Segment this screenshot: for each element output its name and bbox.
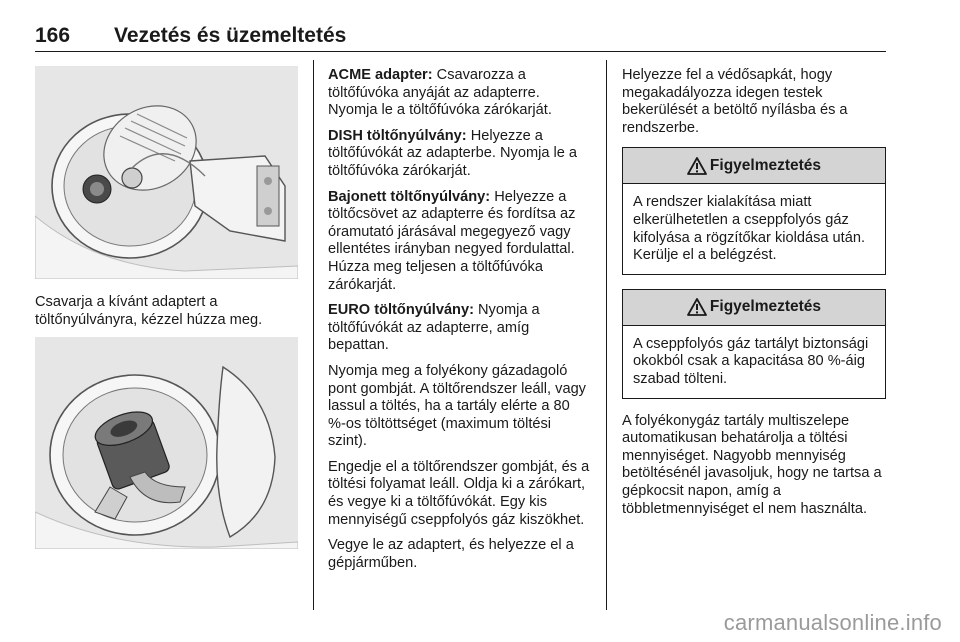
warning-triangle-icon [687,298,707,316]
paragraph-euro [328,302,590,355]
dish-label: DISH töltőnyúlvány: [328,127,467,144]
column-divider-right [606,60,607,610]
warning-title-2: Figyelmeztetés [709,298,822,316]
paragraph-release-button: Engedje el a töltőrendszer gombját, és a töltési folyamat leáll. Oldja ki a zárókart, és vegye ki a töltőfúvókát. Egy kis mennyiségű cseppfolyós gáz kiszökhet. [328,458,590,528]
euro-label: EURO töltőnyúlvány: [328,302,474,319]
warning-box-2 [622,289,886,399]
column-right [622,67,886,526]
warning-box-1 [622,147,886,274]
acme-text: Csavarozza a töltőfúvóka anyáját az adapterre. Nyomja le a töltőfúvóka zárókarját. [328,67,552,119]
page-header [35,24,886,52]
warning-header-2 [623,290,885,326]
warning-body-2: A cseppfolyós gáz tartályt biztonsági okokból csak a kapacitása 80 %-áig szabad tölteni. [633,335,869,387]
filler-flap-illustration [35,66,298,279]
paragraph-bajonett [328,189,590,295]
paragraph-protective-cap: Helyezze fel a védősapkát, hogy megakadályozza idegen testek bekerülését a betöltő nyílásba és a rendszerbe. [622,67,848,136]
paragraph-acme [328,67,590,120]
figure-adapter-attached [35,337,298,549]
paragraph-press-button: Nyomja meg a folyékony gázadagoló pont gombját. A töltőrendszer leáll, vagy lassul a töltés, ha a tartály elérte a 80 %-os töltöttséget (maximum töltési szint). [328,362,586,450]
adapter-illustration [35,337,298,549]
page-number: 166 [35,24,71,47]
warning-triangle-icon [687,157,707,175]
page-title: Vezetés és üzemeltetés [114,24,347,47]
euro-text: Nyomja a töltőfúvókát az adapterre, amíg bepattan. [328,302,540,354]
figure-filler-flap-open [35,66,298,279]
column-middle [328,67,590,580]
dish-text: Helyezze a töltőfúvókát az adapterbe. Nyomja le a töltőfúvóka zárókarját. [328,127,578,179]
bajonett-text: Helyezze a töltőcsövet az adapterre és fordítsa az óramutató járásával megegyező vagy ellentétes irányban negyed fordulattal. Húzza meg teljesen a töltőfúvóka zárókarját. [328,188,576,293]
bajonett-label: Bajonett töltőnyúlvány: [328,188,491,205]
acme-label: ACME adapter: [328,67,433,83]
paragraph-dish [328,128,590,181]
paragraph-multivalve: A folyékonygáz tartály multiszelepe automatikusan behatárolja a töltési mennyiséget. Nagyobb mennyiség betöltésénél javasoljuk, hogy ne tartsa a gépkocsit napon, amíg a többletmennyiséget el nem használta. [622,412,882,517]
warning-header-1 [623,148,885,184]
watermark: carmanualsonline.info [723,610,942,635]
paragraph-remove-adapter: Vegye le az adaptert, és helyezze el a gépjárműben. [328,537,574,571]
warning-body-1: A rendszer kialakítása miatt elkerülhetetlen a cseppfolyós gáz kifolyása a rögzítőkar kioldása után. Kerülje el a belégzést. [633,194,866,264]
warning-title-1: Figyelmeztetés [709,157,822,175]
figure-caption: Csavarja a kívánt adaptert a töltőnyúlványra, kézzel húzza meg. [35,294,263,328]
column-divider-left [313,60,314,610]
